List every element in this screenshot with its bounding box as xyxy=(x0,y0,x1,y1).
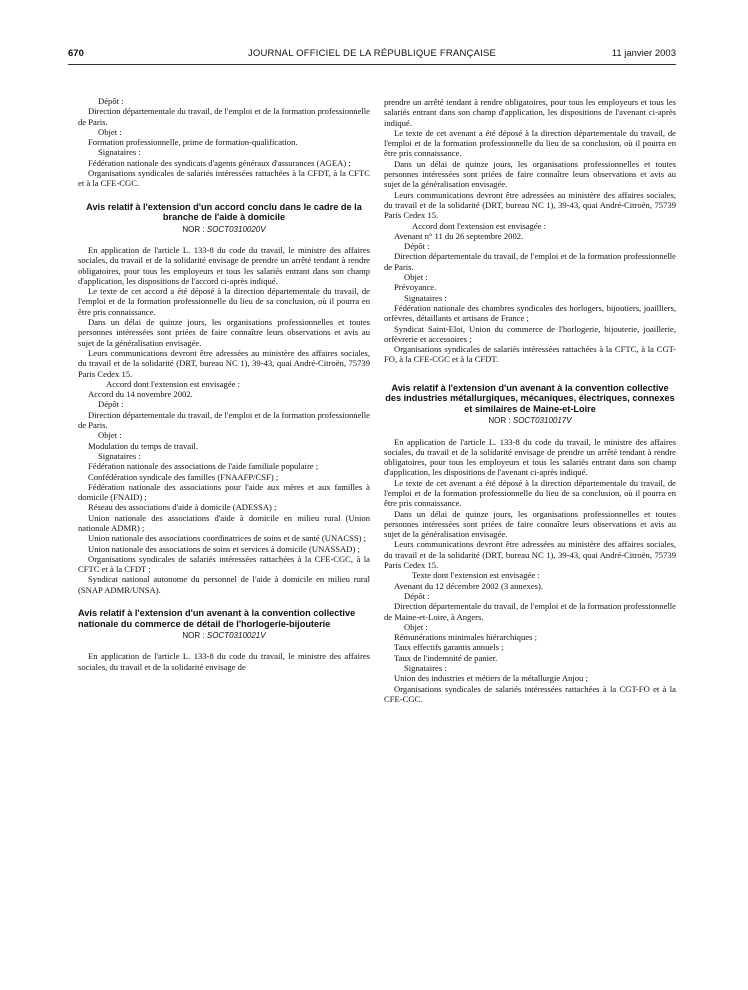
paragraph: Prévoyance. xyxy=(394,282,437,293)
section-horlogerie-start xyxy=(78,651,370,672)
paragraph: Signataires : xyxy=(98,147,141,158)
page-number: 670 xyxy=(68,48,84,59)
paragraph: Dépôt : xyxy=(404,241,430,252)
paragraph: Signataires : xyxy=(404,292,447,303)
nor-reference: NOR : SOCT0310021V xyxy=(182,631,266,641)
paragraph: Modulation du temps de travail. xyxy=(88,440,199,451)
paragraph: Le texte de cet avenant a été déposé à la direction départementale du travail, de l'emploi et de la formation professionnelle du lieu de sa conclusion, où il pourra en être pris connaissance. xyxy=(384,477,676,509)
paragraph: Accord dont l'extension est envisagée : xyxy=(106,378,240,389)
paragraph: Objet : xyxy=(404,272,428,283)
paragraph: Direction départementale du travail, de l'emploi et de la formation professionnelle de Maine-et-Loire, à Angers. xyxy=(384,601,676,622)
nor-reference: NOR : SOCT0310017V xyxy=(488,416,572,426)
paragraph: Le texte de cet accord a été déposé à la direction départementale du travail, de l'emploi et de la formation professionnelle du lieu de sa conclusion, où il pourra en être pris connaissance. xyxy=(78,286,370,317)
paragraph: Syndicat Saint-Eloi, Union du commerce de l'horlogerie, bijouterie, joaillerie, orfèvrerie et accessoires ; xyxy=(384,323,676,344)
paragraph: En application de l'article L. 133-8 du code du travail, le ministre des affaires sociales, du travail et de la solidarité envisage de prendre un arrêté tendant à rendre obligatoires, pour tous les employeurs et tous les salariés entrant dans son champ d'application, les dispositions de l'accord ci-après indiqué. xyxy=(78,244,370,286)
paragraph: Leurs communications devront être adressées au ministère des affaires sociales, du travail et de la solidarité (DRT, bureau NC 1), 39-43, quai André-Citroën, 75739 Paris Cedex 15. xyxy=(78,347,370,379)
paragraph: prendre un arrêté tendant à rendre obligatoires, pour tous les employeurs et tous les salariés entrant dans son champ d'application, les dispositions de l'avenant ci-après indiqué. xyxy=(384,97,676,128)
paragraph: Objet : xyxy=(98,126,122,137)
journal-title: JOURNAL OFFICIEL DE LA RÉPUBLIQUE FRANÇAISE xyxy=(247,48,497,59)
paragraph: Avenant n° 11 du 26 septembre 2002. xyxy=(394,230,524,241)
paragraph: Organisations syndicales de salariés intéressées rattachées à la CFE-CGC, à la CFTC et à la CFDT ; xyxy=(78,553,370,575)
paragraph: Signataires : xyxy=(98,450,141,461)
paragraph: Leurs communications devront être adressées au ministère des affaires sociales, du travail et de la solidarité (DRT, bureau NC 1), 39-43, quai André-Citroën, 75739 Paris Cedex 15. xyxy=(384,539,676,571)
paragraph: Rémunérations minimales hiérarchiques ; xyxy=(394,632,537,643)
header-rule xyxy=(68,64,676,65)
paragraph: Fédération nationale des associations de l'aide familiale populaire ; xyxy=(88,461,319,472)
issue-date: 11 janvier 2003 xyxy=(611,48,676,59)
paragraph: Texte dont l'extension est envisagée : xyxy=(412,570,540,581)
paragraph: Union des industries et métiers de la métallurgie Anjou ; xyxy=(394,673,588,684)
paragraph: Signataires : xyxy=(404,663,447,674)
avis-title-horlogerie: Avis relatif à l'extension d'un avenant à la convention collective nationale du commerce de détail de l'horlogerie-bijouterie xyxy=(78,608,356,629)
paragraph: Fédération nationale des associations pour l'aide aux mères et aux familles à domicile (FNAID) ; xyxy=(78,481,370,503)
paragraph: Formation professionnelle, prime de formation-qualification. xyxy=(88,137,298,148)
right-column xyxy=(384,97,676,704)
paragraph: Dans un délai de quinze jours, les organisations professionnelles et toutes personnes intéressées sont priées de faire connaître leurs observations et avis au sujet de la généralisation envisagée. xyxy=(384,508,676,540)
paragraph: Direction départementale du travail, de l'emploi et de la formation professionnelle de Paris. xyxy=(78,106,370,127)
paragraph: Union nationale des associations coordinatrices de soins et de santé (UNACSS) ; xyxy=(88,533,367,544)
nor-reference: NOR : SOCT0310020V xyxy=(182,224,266,234)
paragraph: Dépôt : xyxy=(404,590,430,601)
paragraph: Organisations syndicales de salariés intéressées rattachées à la CFTC, à la CGT-FO, à la CFE-CGC et à la CFDT. xyxy=(384,344,676,365)
paragraph: Fédération nationale des chambres syndicales des horlogers, bijoutiers, joailliers, orfèvres, détaillants et artisans de France ; xyxy=(384,302,676,324)
paragraph: Le texte de cet avenant a été déposé à la direction départementale du travail, de l'emploi et de la formation professionnelle du lieu de sa conclusion, où il pourra en être pris connaissance. xyxy=(384,127,676,159)
paragraph: Dépôt : xyxy=(98,399,124,410)
section-aide-domicile xyxy=(78,245,370,595)
paragraph: Avenant du 12 décembre 2002 (3 annexes). xyxy=(394,580,543,591)
paragraph: Union nationale des associations d'aide à domicile en milieu rural (Union nationale ADMR) ; xyxy=(78,512,370,533)
paragraph: Taux de l'indemnité de panier. xyxy=(394,652,498,663)
paragraph: Organisations syndicales de salariés intéressées rattachées à la CGT-FO et à la CFE-CGC. xyxy=(384,683,676,704)
section-horlogerie-cont xyxy=(384,97,676,365)
paragraph: En application de l'article L. 133-8 du code du travail, le ministre des affaires sociales, du travail et de la solidarité envisage de xyxy=(78,651,370,672)
left-column xyxy=(78,96,370,672)
paragraph: En application de l'article L. 133-8 du code du travail, le ministre des affaires sociales, du travail et de la solidarité envisage de prendre un arrêté tendant à rendre obligatoires, pour tous les employeurs et tous les salariés entrant dans son champ d'application, les dispositions de l'avenant ci-après indiqué. xyxy=(384,436,676,478)
paragraph: Confédération syndicale des familles (FNAAFP/CSF) ; xyxy=(88,471,279,482)
paragraph: Fédération nationale des syndicats d'agents généraux d'assurances (AGEA) ; xyxy=(88,157,351,168)
section-metallurgie xyxy=(384,437,676,705)
section-top-left xyxy=(78,96,370,189)
paragraph: Direction départementale du travail, de l'emploi et de la formation professionnelle de Paris. xyxy=(78,409,370,431)
page-header xyxy=(68,48,676,62)
paragraph: Dans un délai de quinze jours, les organisations professionnelles et toutes personnes intéressées sont priées de faire connaître leurs observations et avis au sujet de la généralisation envisagée. xyxy=(384,158,676,190)
paragraph: Union nationale des associations de soins et services à domicile (UNASSAD) ; xyxy=(88,543,360,554)
paragraph: Taux effectifs garantis annuels ; xyxy=(394,642,504,653)
paragraph: Accord dont l'extension est envisagée : xyxy=(412,220,546,231)
paragraph: Dépôt : xyxy=(98,96,124,106)
paragraph: Réseau des associations d'aide à domicile (ADESSA) ; xyxy=(88,502,277,513)
paragraph: Organisations syndicales de salariés intéressées rattachées à la CFDT, à la CFTC et à la CFE-CGC. xyxy=(78,168,370,189)
paragraph: Direction départementale du travail, de l'emploi et de la formation professionnelle de Paris. xyxy=(384,251,676,272)
avis-title-metallurgie: Avis relatif à l'extension d'un avenant à la convention collective des industries métallurgiques, mécaniques, électriques, connexes et similaires de Maine-et-Loire xyxy=(385,382,675,414)
paragraph: Dans un délai de quinze jours, les organisations professionnelles et toutes personnes intéressées sont priées de faire connaître leurs observations et avis au sujet de la généralisation envisagée. xyxy=(78,317,370,348)
paragraph: Objet : xyxy=(98,430,122,441)
paragraph: Leurs communications devront être adressées au ministère des affaires sociales, du travail et de la solidarité (DRT, bureau NC 1), 39-43, quai André-Citroën, 75739 Paris Cedex 15. xyxy=(384,189,676,221)
avis-title-aide-domicile: Avis relatif à l'extension d'un accord conclu dans le cadre de la branche de l'aide à domicile xyxy=(86,201,362,223)
paragraph: Accord du 14 novembre 2002. xyxy=(88,389,193,400)
paragraph: Syndicat national autonome du personnel de l'aide à domicile en milieu rural (SNAP ADMR/UNSA). xyxy=(78,574,370,595)
paragraph: Objet : xyxy=(404,621,428,632)
